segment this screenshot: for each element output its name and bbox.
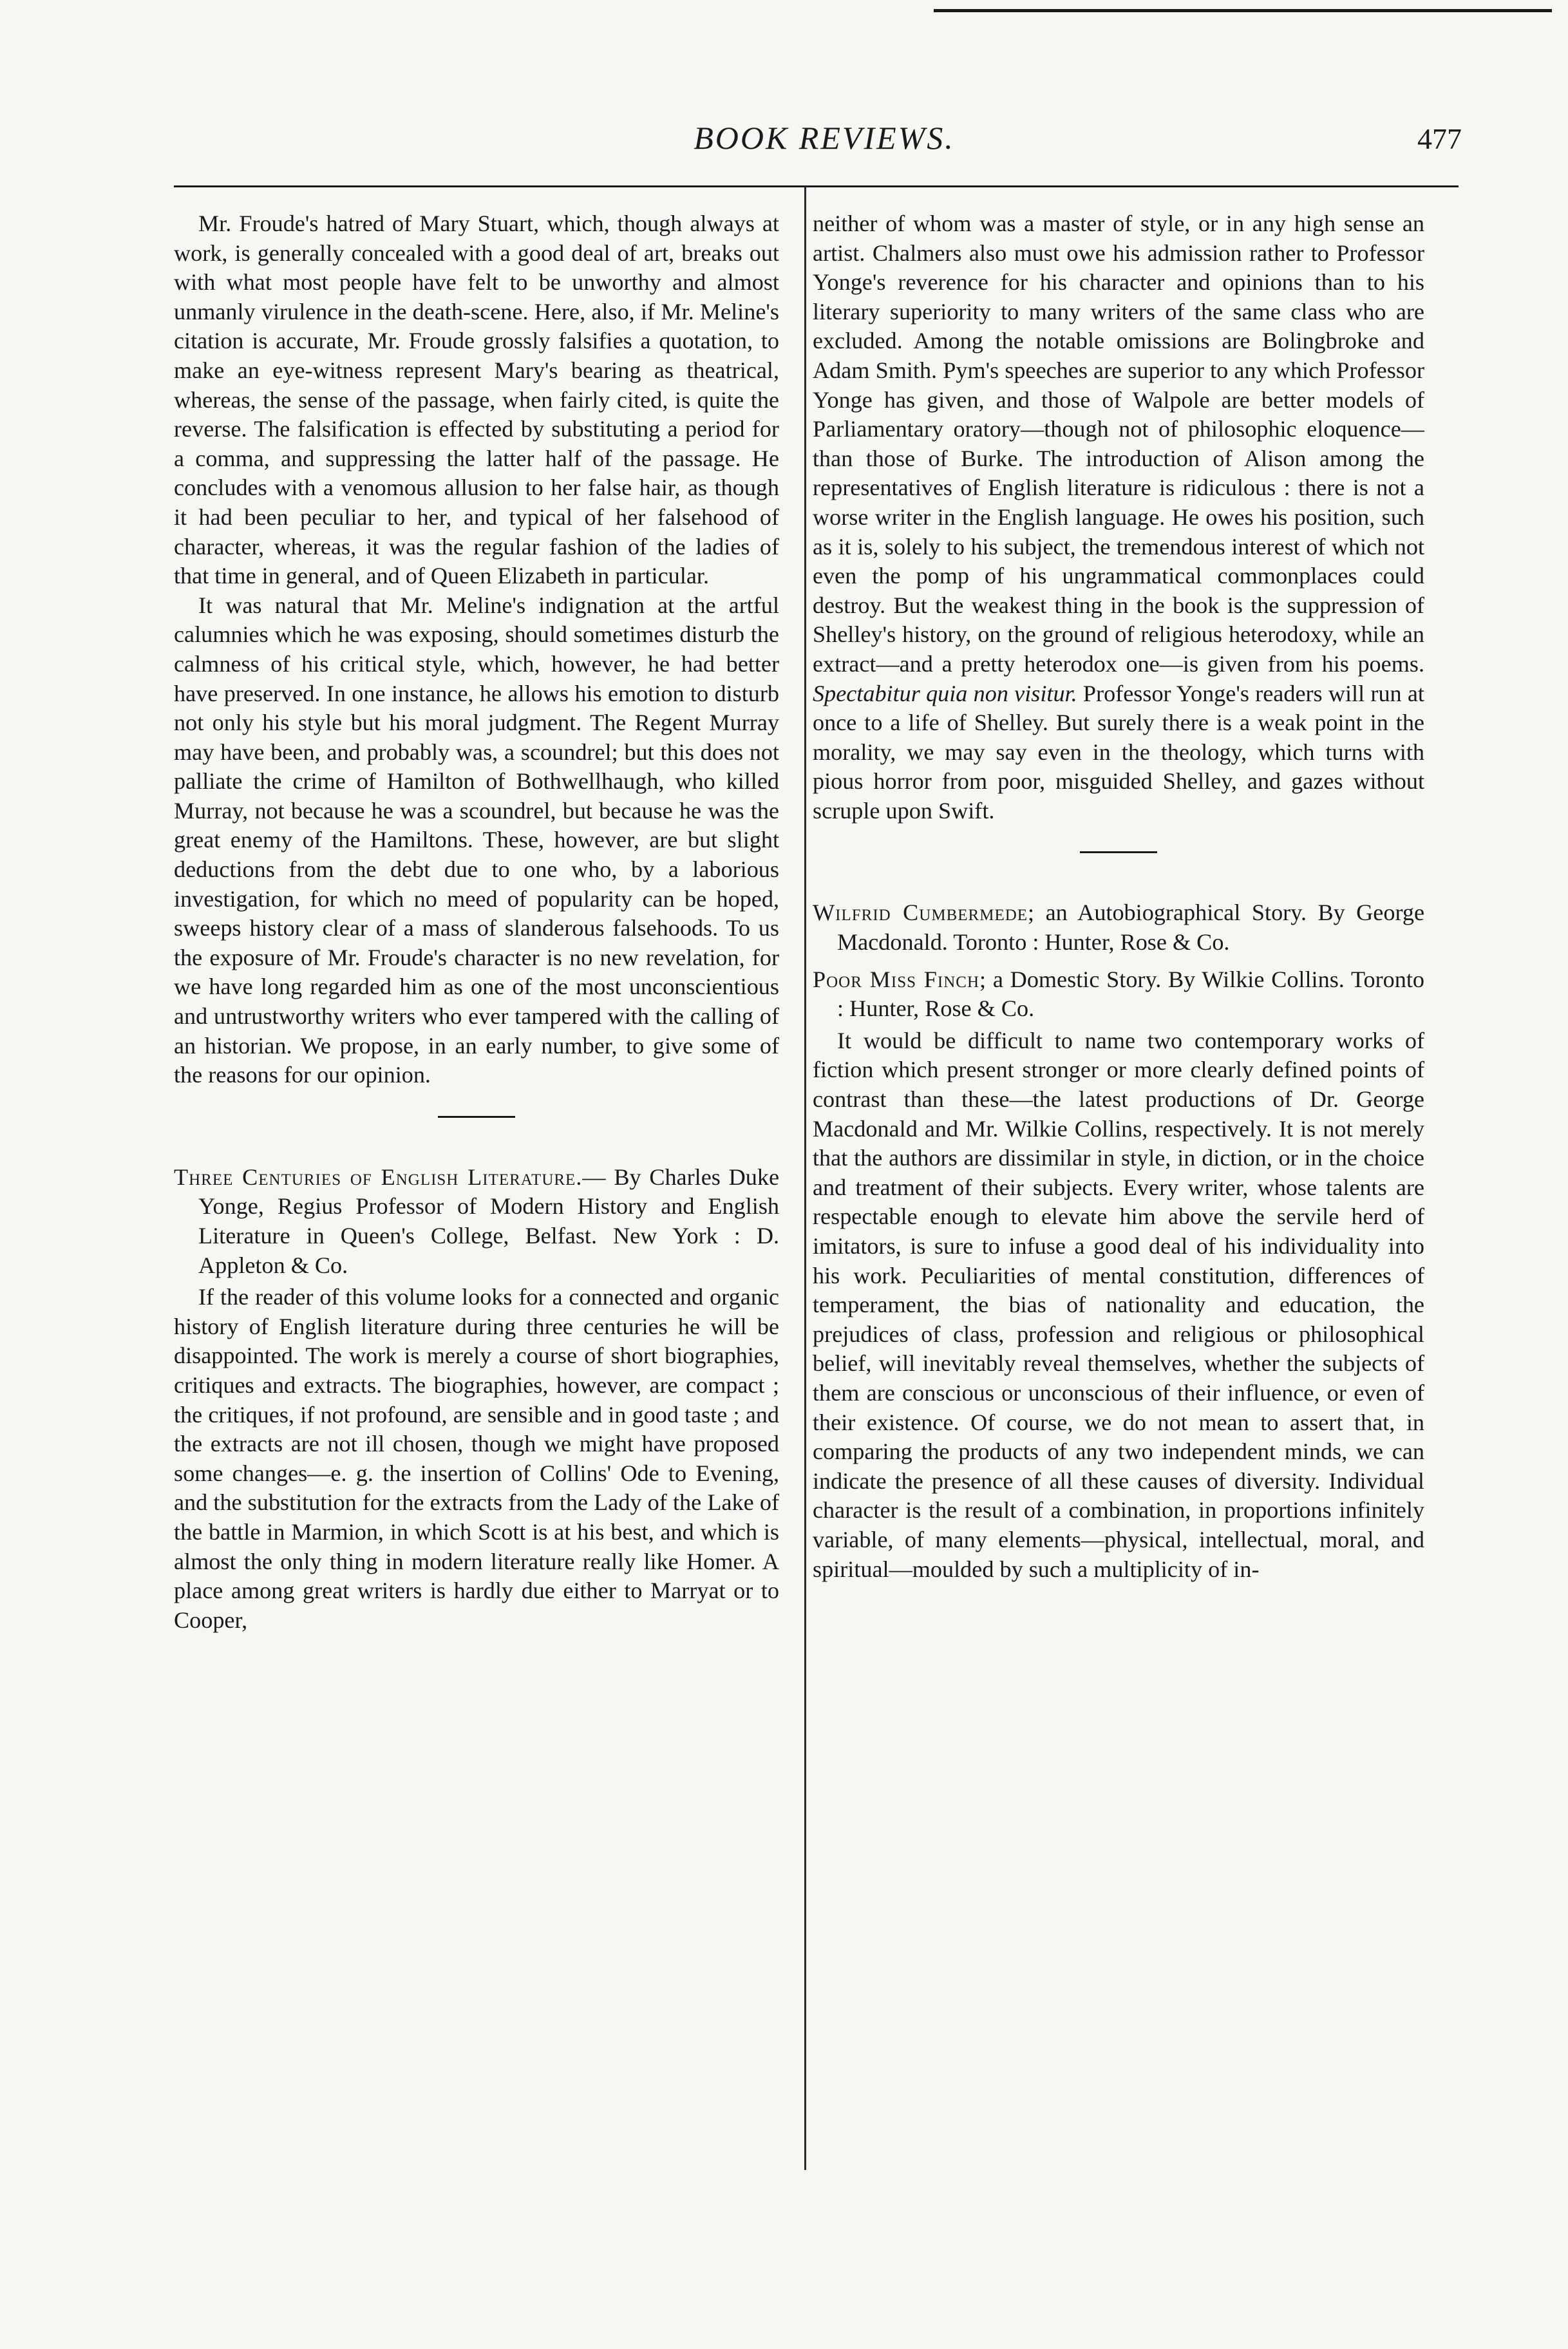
column-divider xyxy=(804,187,806,2170)
page-number: 477 xyxy=(1417,122,1462,155)
right-column xyxy=(813,209,1424,1584)
latin-quote: Spectabitur quia non visitur. xyxy=(813,680,1077,706)
book-title: Three Centuries of English Literature. xyxy=(174,1164,583,1190)
paragraph-text: neither of whom was a master of style, or in any high sense an artist. Chalmers also must owe his admission rather to Professor Yonge's reverence for his character and opinions than to his literary superiority to many writers of the same class who are excluded. Among the notable omissions are Bolingbroke and Adam Smith. Pym's speeches are superior to any which Professor Yonge has given, and those of Walpole are better models of Parliamentary oratory—though not of philosophic eloquence—than those of Burke. The introduction of Alison among the representatives of English literature is ridiculous : there is not a worse writer in the English language. He owes his position, such as it is, solely to his subject, the tremendous interest of which not even the pomp of his ungrammatical commonplaces could destroy. But the weakest thing in the book is the suppression of Shelley's history, on the ground of religious heterodoxy, while an extract—and a pretty heterodox one—is given from his poems. xyxy=(813,211,1424,677)
paragraph: Mr. Froude's hatred of Mary Stuart, which, though always at work, is generally concealed with a good deal of art, breaks out with what most people have felt to be unworthy and almost unmanly virulence in the death-scene. Here, also, if Mr. Meline's citation is accurate, Mr. Froude grossly falsifies a quotation, to make an eye-witness represent Mary's bearing as theatrical, whereas, the sense of the passage, when fairly cited, is quite the reverse. The falsification is effected by substituting a period for a comma, and suppressing the latter half of the passage. He concludes with a venomous allusion to her false hair, as though it had been peculiar to her, and typical of her falsehood of character, whereas, it was the regular fashion of the ladies of that time in general, and of Queen Elizabeth in particular. xyxy=(174,211,779,589)
paragraph xyxy=(813,209,1424,825)
section-divider xyxy=(438,1116,515,1118)
book-title: Poor Miss Finch xyxy=(813,966,980,992)
running-title: BOOK REVIEWS. xyxy=(694,120,955,156)
left-column xyxy=(174,209,779,1635)
running-head xyxy=(174,119,1462,177)
paragraph: If the reader of this volume looks for a connected and organic history of English literature during three centuries he will be disappointed. The work is merely a course of short biographies, critiques and extracts. The biographies, however, are compact ; the critiques, if not profound, are sensible and in good taste ; and the extracts are not ill chosen, though we might have proposed some changes—e. g. the insertion of Collins' Ode to Evening, and the substitution for the extracts from the Lady of the Lake of the battle in Marmion, in which Scott is at his best, and which is almost the only thing in modern literature really like Homer. A place among great writers is hardly due either to Marryat or to Cooper, xyxy=(174,1284,779,1633)
book-details: — By Charles Duke Yonge, Regius Professor of Modern History and English Literature in Queen's College, Belfast. New York : D. Appleton & Co. xyxy=(198,1164,780,1278)
paragraph: It was natural that Mr. Meline's indignation at the artful calumnies which he was exposing, should sometimes disturb the calmness of his critical style, which, however, he had better have preserved. In one instance, he allows his emotion to disturb not only his style but his moral judgment. The Regent Murray may have been, and probably was, a scoundrel; but this does not palliate the crime of Hamilton of Bothwellhaugh, who killed Murray, not because he was a scoundrel, but because he was the great enemy of the Hamiltons. These, however, are but slight deductions from the debt due to one who, by a laborious investigation, for which no meed of popularity can be hoped, sweeps history clear of a mass of slanderous falsehoods. To us the exposure of Mr. Froude's character is no new revelation, for we have long regarded him as one of the most unconscientious and untrustworthy writers who ever tampered with the calling of an historian. We propose, in an early number, to give some of the reasons for our opinion. xyxy=(174,592,779,1088)
paragraph-text: Professor Yonge's readers will run at once to a life of Shelley. But surely there is a weak point in the morality, we may say even in the theology, which turns with pious horror from poor, misguided Shelley, and gazes without scruple upon Swift. xyxy=(813,680,1424,824)
header-rule xyxy=(174,185,1459,187)
book-details: ; a Domestic Story. By Wilkie Collins. Toronto : Hunter, Rose & Co. xyxy=(837,966,1424,1022)
review-heading xyxy=(174,1163,779,1280)
paragraph: It would be difficult to name two contemporary works of fiction which present stronger or more clearly defined points of contrast than these—the latest productions of Dr. George Macdonald and Mr. Wilkie Collins, respectively. It is not merely that the authors are dissimilar in style, in diction, or in the choice and treatment of their subjects. Every writer, whose talents are respectable enough to elevate him above the servile herd of imitators, is sure to infuse a good deal of his individuality into his work. Peculiarities of mental constitution, differences of temperament, the bias of nationality and education, the prejudices of class, profession and religious or philosophical belief, will inevitably reveal themselves, whether the subjects of them are conscious or unconscious of their influence, or even of their existence. Of course, we do not mean to assert that, in comparing the products of any two independent minds, we can indicate the presence of all these causes of diversity. Individual character is the result of a combination, in proportions infinitely variable, of many elements—physical, intellectual, moral, and spiritual—moulded by such a multiplicity of in- xyxy=(813,1027,1424,1582)
section-divider xyxy=(1080,851,1157,853)
top-edge-rule xyxy=(934,9,1552,12)
review-heading xyxy=(813,898,1424,957)
book-title: Wilfrid Cumbermede xyxy=(813,900,1028,926)
book-details: ; an Autobiographical Story. By George Macdonald. Toronto : Hunter, Rose & Co. xyxy=(837,900,1425,956)
review-heading xyxy=(813,965,1424,1024)
